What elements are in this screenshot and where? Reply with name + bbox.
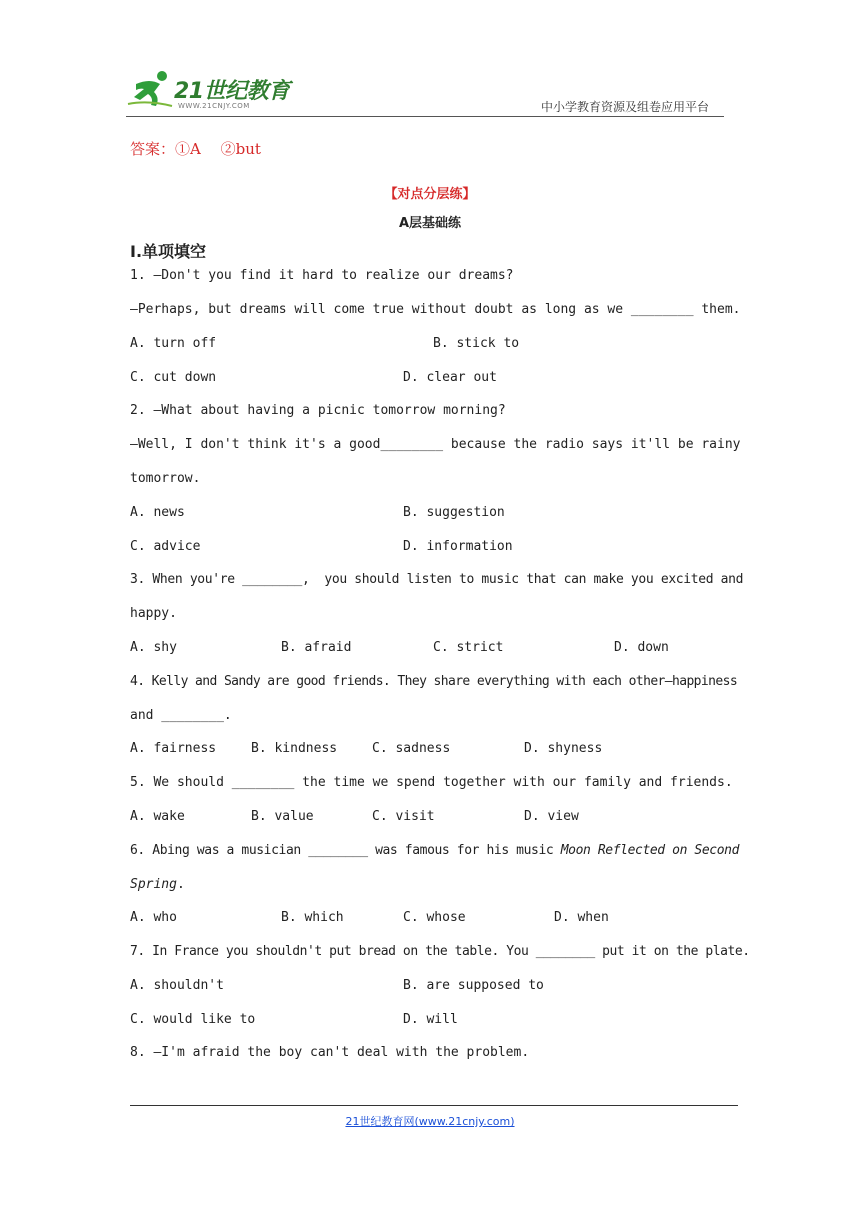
q4-option-c: C. sadness xyxy=(372,741,451,756)
q4-stem-2: and ________. xyxy=(130,708,232,723)
q2-stem-3: tomorrow. xyxy=(130,471,201,486)
q6-music-title-2: Spring xyxy=(130,877,177,892)
answer-line: 答案：①A ②but xyxy=(130,140,261,158)
q5-stem-1: 5. We should ________ the time we spend together with our family and friends. xyxy=(130,775,733,790)
q6-option-c: C. whose xyxy=(403,910,466,925)
q7-option-c: C. would like to xyxy=(130,1012,256,1027)
q5-option-b: B. value xyxy=(251,809,314,824)
q5-option-a: A. wake xyxy=(130,809,185,824)
q2-option-c: C. advice xyxy=(130,539,201,554)
q3-stem-1: 3. When you're ________, you should listen to music that can make you excited and xyxy=(130,572,744,587)
practice-title: 【对点分层练】 xyxy=(384,187,476,202)
q7-option-a: A. shouldn't xyxy=(130,978,224,993)
q3-stem-2: happy. xyxy=(130,606,177,621)
q8-stem-1: 8. —I'm afraid the boy can't deal with the problem. xyxy=(130,1045,530,1060)
q2-option-d: D. information xyxy=(403,539,513,554)
q6-stem-text: 6. Abing was a musician ________ was famous for his music xyxy=(130,843,561,858)
header xyxy=(0,0,860,120)
q6-option-d: D. when xyxy=(554,910,609,925)
q2-option-b: B. suggestion xyxy=(403,505,505,520)
q6-stem-end: . xyxy=(176,877,185,892)
runner-logo-icon xyxy=(126,70,178,110)
header-divider xyxy=(126,116,724,117)
platform-name: 中小学教育资源及组卷应用平台 xyxy=(541,100,710,114)
logo-subtext: WWW.21CNJY.COM xyxy=(178,102,250,110)
q4-option-b: B. kindness xyxy=(251,741,338,756)
q4-stem-1: 4. Kelly and Sandy are good friends. They share everything with each other—happiness xyxy=(130,674,738,689)
q5-option-c: C. visit xyxy=(372,809,435,824)
q3-option-d: D. down xyxy=(614,640,669,655)
q6-music-title-1: Moon Reflected on Second xyxy=(560,843,739,858)
q6-option-a: A. who xyxy=(130,910,177,925)
q7-option-b: B. are supposed to xyxy=(403,978,544,993)
q3-option-a: A. shy xyxy=(130,640,177,655)
q6-stem-2 xyxy=(130,877,185,892)
footer-link[interactable]: 21世纪教育网(www.21cnjy.com) xyxy=(345,1115,515,1128)
q7-stem-1: 7. In France you shouldn't put bread on the table. You ________ put it on the plate. xyxy=(130,944,750,959)
q3-option-c: C. strict xyxy=(433,640,504,655)
q2-stem-2: —Well, I don't think it's a good________ because the radio says it'll be rainy xyxy=(130,437,741,452)
q1-option-b: B. stick to xyxy=(433,336,520,351)
q4-option-a: A. fairness xyxy=(130,741,217,756)
q1-option-d: D. clear out xyxy=(403,370,497,385)
section-title: I.单项填空 xyxy=(130,242,207,261)
q1-stem-1: 1. —Don't you find it hard to realize our dreams? xyxy=(130,268,514,283)
q5-option-d: D. view xyxy=(524,809,579,824)
q2-option-a: A. news xyxy=(130,505,185,520)
q6-option-b: B. which xyxy=(281,910,344,925)
q3-option-b: B. afraid xyxy=(281,640,352,655)
q4-option-d: D. shyness xyxy=(524,741,603,756)
logo[interactable] xyxy=(126,68,296,114)
footer-divider xyxy=(130,1105,738,1106)
level-title: A层基础练 xyxy=(398,216,462,231)
q1-option-a: A. turn off xyxy=(130,336,217,351)
q7-option-d: D. will xyxy=(403,1012,458,1027)
logo-text: 21世纪教育 xyxy=(174,79,290,104)
q1-stem-2: —Perhaps, but dreams will come true without doubt as long as we ________ them. xyxy=(130,302,741,317)
q1-option-c: C. cut down xyxy=(130,370,217,385)
q6-stem-1 xyxy=(130,843,739,858)
q2-stem-1: 2. —What about having a picnic tomorrow morning? xyxy=(130,403,506,418)
